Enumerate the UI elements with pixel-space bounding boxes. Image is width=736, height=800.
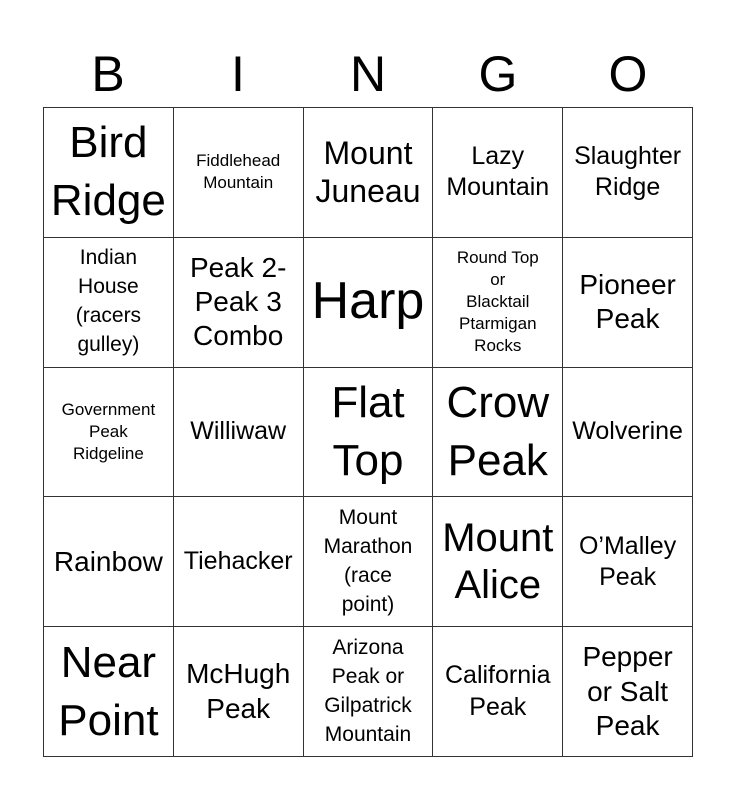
cell-label: Harp [311,272,425,331]
bingo-cell[interactable] [174,368,304,498]
cell-label: Mount Juneau [315,135,421,210]
bingo-cell[interactable] [433,497,563,627]
cell-label: Flat Top [331,377,405,485]
cell-label: O’Malley Peak [578,531,677,591]
bingo-cell[interactable] [44,108,174,238]
bingo-cell[interactable] [174,238,304,368]
header-letter-i: I [231,46,245,102]
bingo-cell[interactable] [304,627,434,757]
bingo-cell[interactable] [433,627,563,757]
bingo-cell[interactable] [44,368,174,498]
bingo-header [43,44,693,104]
cell-label: Williwaw [190,417,287,446]
cell-label: Bird Ridge [50,118,166,226]
cell-label: California Peak [444,661,551,721]
cell-label: Indian House (racers gulley) [75,246,142,357]
cell-label: Near Point [58,637,159,745]
bingo-cell[interactable] [563,627,693,757]
cell-label: Peak 2- Peak 3 Combo [189,251,287,352]
cell-label: McHugh Peak [186,658,291,724]
bingo-cell[interactable] [563,497,693,627]
cell-label: Mount Alice [442,515,554,607]
cell-label: Crow Peak [446,377,550,485]
bingo-cell[interactable] [44,627,174,757]
bingo-cell[interactable] [304,368,434,498]
bingo-cell[interactable] [433,368,563,498]
cell-label: Pioneer Peak [579,269,676,335]
bingo-board [43,107,693,757]
bingo-cell[interactable] [433,108,563,238]
cell-label: Fiddlehead Mountain [196,151,281,193]
cell-label: Pepper or Salt Peak [582,641,673,741]
cell-label: Round Top or Blacktail Ptarmigan Rocks [456,247,539,356]
bingo-cell[interactable] [44,238,174,368]
cell-label: Lazy Mountain [446,142,550,202]
cell-label: Slaughter Ridge [574,142,682,202]
header-letter-n: N [349,46,387,102]
cell-label: Rainbow [53,545,163,577]
bingo-cell[interactable] [304,108,434,238]
bingo-cell[interactable] [304,497,434,627]
cell-label: Mount Marathon (race point) [323,505,413,616]
cell-label: Tiehacker [183,547,293,576]
header-letter-g: G [478,46,518,102]
header-letter-o: O [608,46,648,102]
cell-label: Arizona Peak or Gilpatrick Mountain [324,635,412,746]
bingo-cell[interactable] [174,497,304,627]
bingo-cell[interactable] [563,238,693,368]
bingo-cell[interactable] [433,238,563,368]
bingo-cell[interactable] [44,497,174,627]
bingo-cell[interactable] [304,238,434,368]
bingo-cell[interactable] [563,108,693,238]
cell-label: Wolverine [572,417,683,446]
bingo-cell[interactable] [563,368,693,498]
cell-label: Government Peak Ridgeline [61,399,156,464]
bingo-cell[interactable] [174,627,304,757]
bingo-cell[interactable] [174,108,304,238]
header-letter-b: B [91,46,125,102]
